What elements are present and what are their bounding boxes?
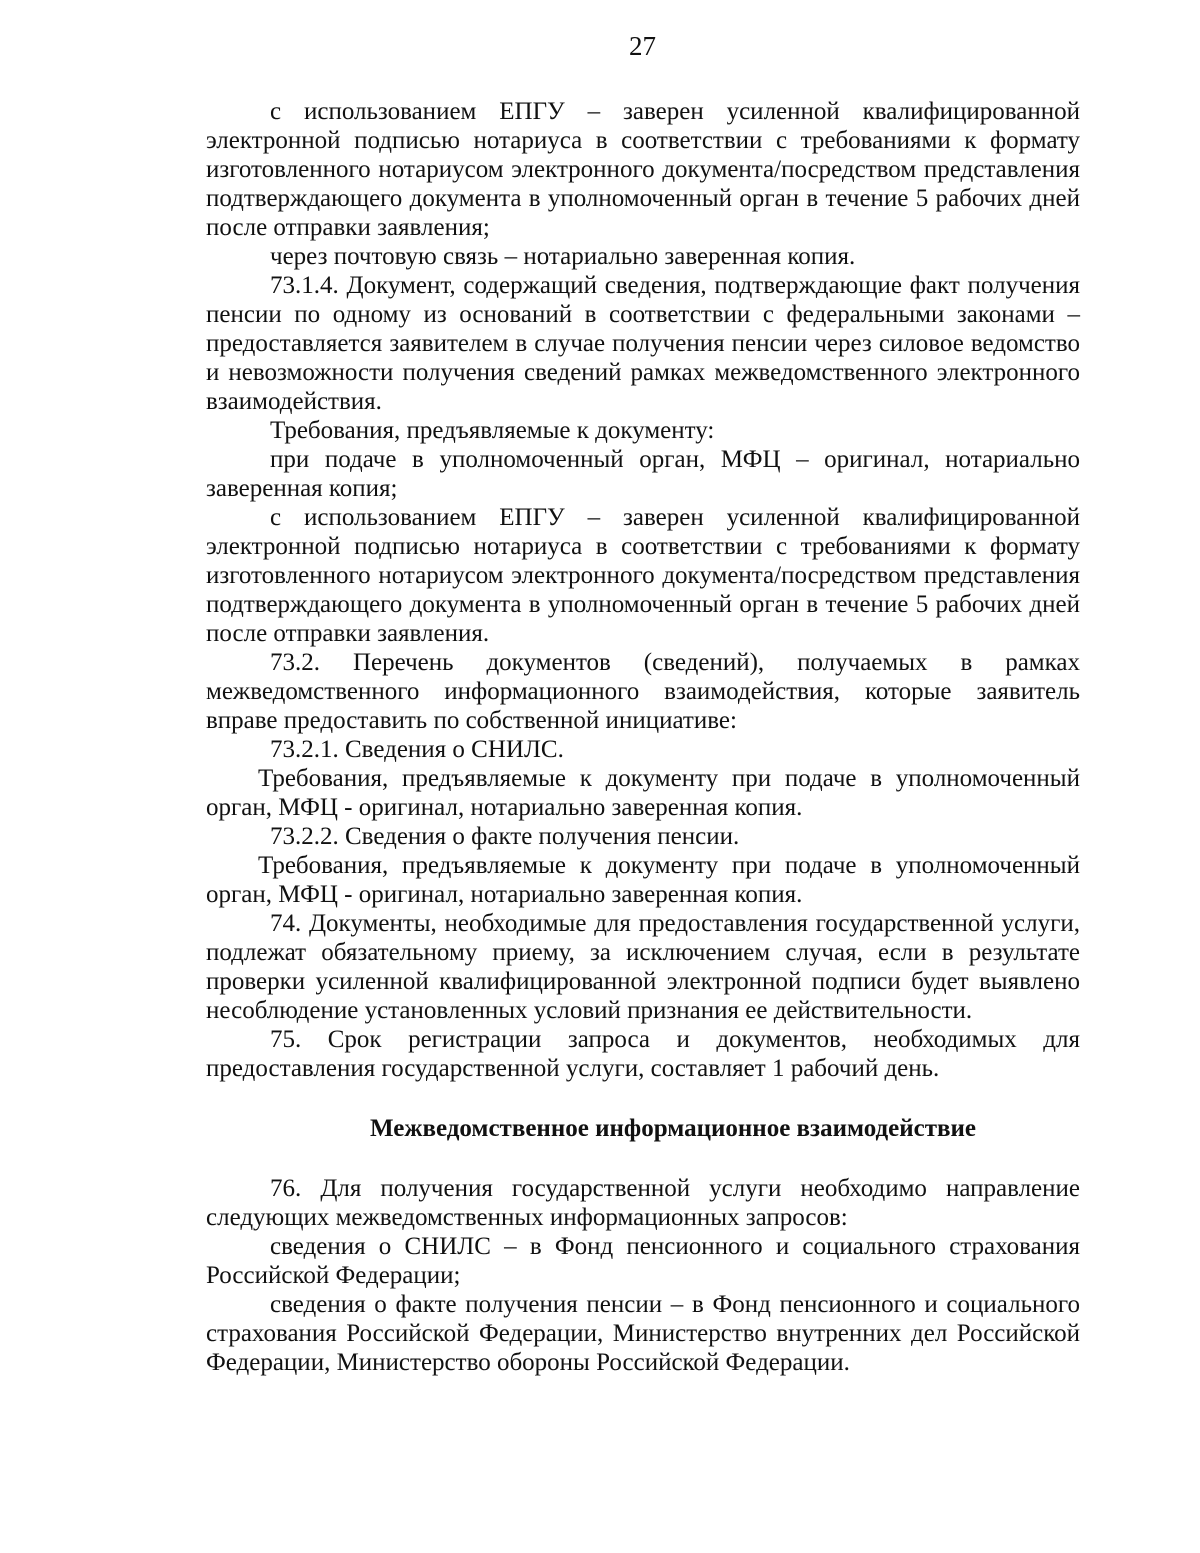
paragraph-74: 74. Документы, необходимые для предоставления государственной услуги, подлежат обязательному приему, за исключением случая, если в результате проверки усиленной квалифицированной электронной подписи будет выявлено несоблюдение установленных условий признания ее действительности. (206, 910, 1080, 1024)
paragraph-requirements-snils: Требования, предъявляемые к документу при подаче в уполномоченный орган, МФЦ - оригинал, нотариально заверенная копия. (206, 765, 1080, 821)
paragraph-submission: при подаче в уполномоченный орган, МФЦ – оригинал, нотариально заверенная копия; (206, 446, 1080, 502)
paragraph-73-2: 73.2. Перечень документов (сведений), получаемых в рамках межведомственного информационного взаимодействия, которые заявитель вправе предоставить по собственной инициативе: (206, 649, 1080, 734)
page-number: 27 (629, 31, 656, 61)
paragraph-75: 75. Срок регистрации запроса и документов, необходимых для предоставления государственной услуги, составляет 1 рабочий день. (206, 1026, 1080, 1082)
paragraph-requirements: Требования, предъявляемые к документу: (270, 417, 715, 444)
paragraph-76: 76. Для получения государственной услуги необходимо направление следующих межведомственных информационных запросов: (206, 1175, 1080, 1231)
paragraph-73-2-2: 73.2.2. Сведения о факте получения пенсии. (270, 823, 740, 850)
paragraph-73-2-1: 73.2.1. Сведения о СНИЛС. (270, 736, 564, 763)
section-heading: Межведомственное информационное взаимодействие (370, 1115, 976, 1142)
paragraph-post: через почтовую связь – нотариально заверенная копия. (270, 243, 856, 270)
document-body (206, 97, 1080, 1377)
paragraph-73-1-4: 73.1.4. Документ, содержащий сведения, подтверждающие факт получения пенсии по одному из оснований в соответствии с федеральными законами – предоставляется заявителем в случае получения пенсии через силовое ведомство и невозможности получения сведений рамках межведомственного электронного взаимодействия. (206, 272, 1080, 415)
paragraph-snils-request: сведения о СНИЛС – в Фонд пенсионного и социального страхования Российской Федерации; (206, 1233, 1080, 1289)
paragraph-requirements-pension: Требования, предъявляемые к документу при подаче в уполномоченный орган, МФЦ - оригинал, нотариально заверенная копия. (206, 852, 1080, 908)
paragraph-epgu-1: с использованием ЕПГУ – заверен усиленной квалифицированной электронной подписью нотариуса в соответствии с требованиями к формату изготовленного нотариусом электронного документа/посредством представления подтверждающего документа в уполномоченный орган в течение 5 рабочих дней после отправки заявления; (206, 98, 1080, 241)
paragraph-epgu-2: с использованием ЕПГУ – заверен усиленной квалифицированной электронной подписью нотариуса в соответствии с требованиями к формату изготовленного нотариусом электронного документа/посредством представления подтверждающего документа в уполномоченный орган в течение 5 рабочих дней после отправки заявления. (206, 504, 1080, 647)
paragraph-pension-request: сведения о факте получения пенсии – в Фонд пенсионного и социального страхования Российской Федерации, Министерство внутренних дел Российской Федерации, Министерство обороны Российской Федерации. (206, 1291, 1080, 1376)
